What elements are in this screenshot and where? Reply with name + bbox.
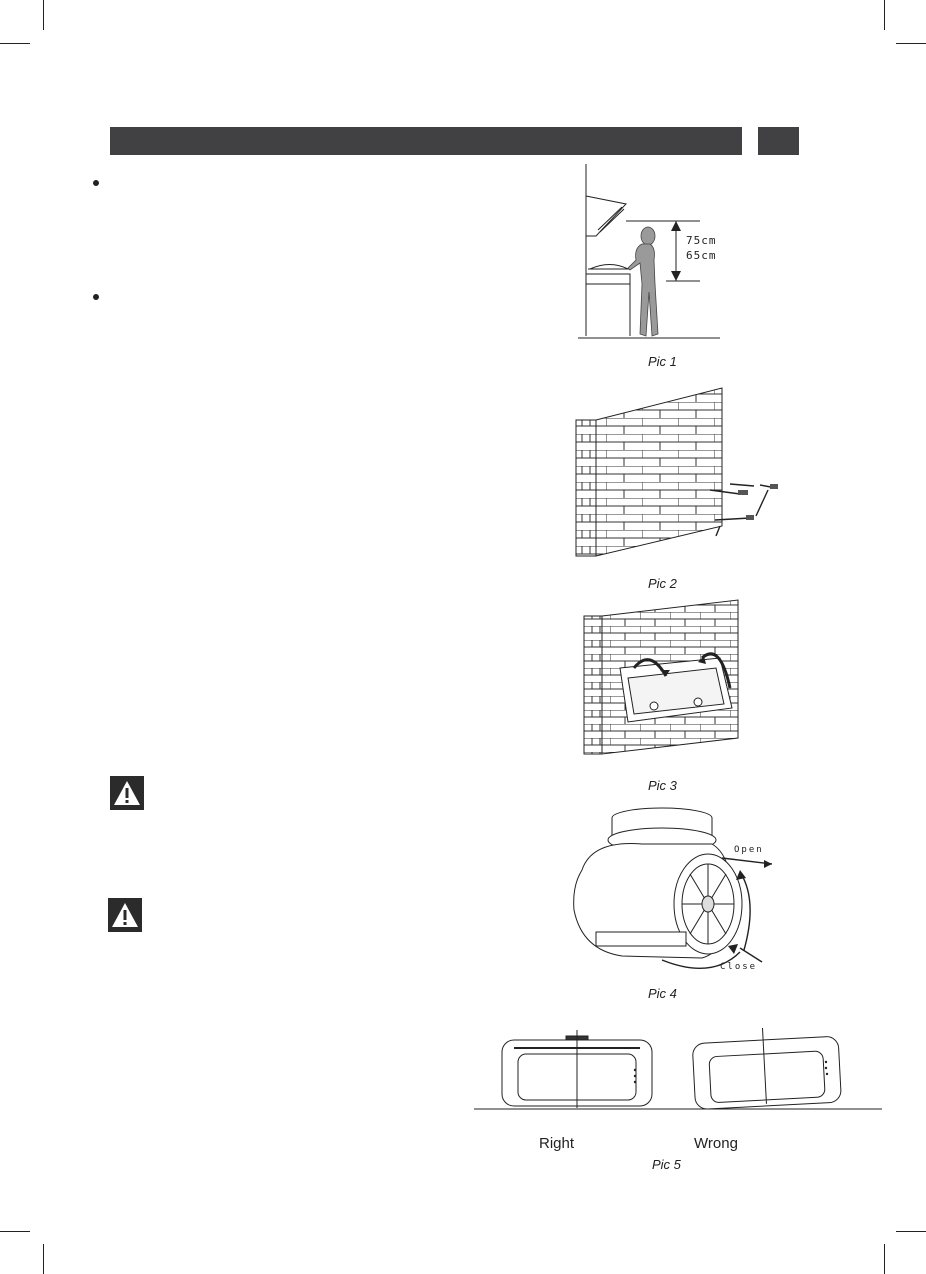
crop-mark <box>896 1231 926 1232</box>
pic5-right-label: Right <box>539 1135 575 1152</box>
pic4-motor-unit-figure <box>562 800 792 978</box>
section-header-bar <box>110 127 742 155</box>
pic5-caption: Pic 5 <box>652 1157 681 1172</box>
crop-mark <box>0 43 30 44</box>
pic4-close-label: Close <box>720 962 758 972</box>
pic1-height-label-low: 65cm <box>686 249 717 262</box>
crop-mark <box>43 1244 44 1274</box>
page-number-box <box>758 127 799 155</box>
pic4-open-label: Open <box>734 845 764 855</box>
warning-triangle-icon <box>108 898 142 932</box>
crop-mark <box>896 43 926 44</box>
pic1-height-label-high: 75cm <box>686 234 717 247</box>
crop-mark <box>884 1244 885 1274</box>
crop-mark <box>43 0 44 30</box>
pic3-hood-mounting-figure <box>580 598 750 758</box>
bullet-dot <box>93 180 99 186</box>
crop-mark <box>0 1231 30 1232</box>
bullet-dot <box>93 294 99 300</box>
pic3-caption: Pic 3 <box>648 778 677 793</box>
pic5-right-wrong-figure <box>474 1026 884 1116</box>
pic1-caption: Pic 1 <box>648 354 677 369</box>
warning-triangle-icon <box>110 776 144 810</box>
crop-mark <box>884 0 885 30</box>
pic2-wall-screws-figure <box>570 386 810 561</box>
pic2-caption: Pic 2 <box>648 576 677 591</box>
pic4-caption: Pic 4 <box>648 986 677 1001</box>
pic5-wrong-label: Wrong <box>694 1135 738 1152</box>
